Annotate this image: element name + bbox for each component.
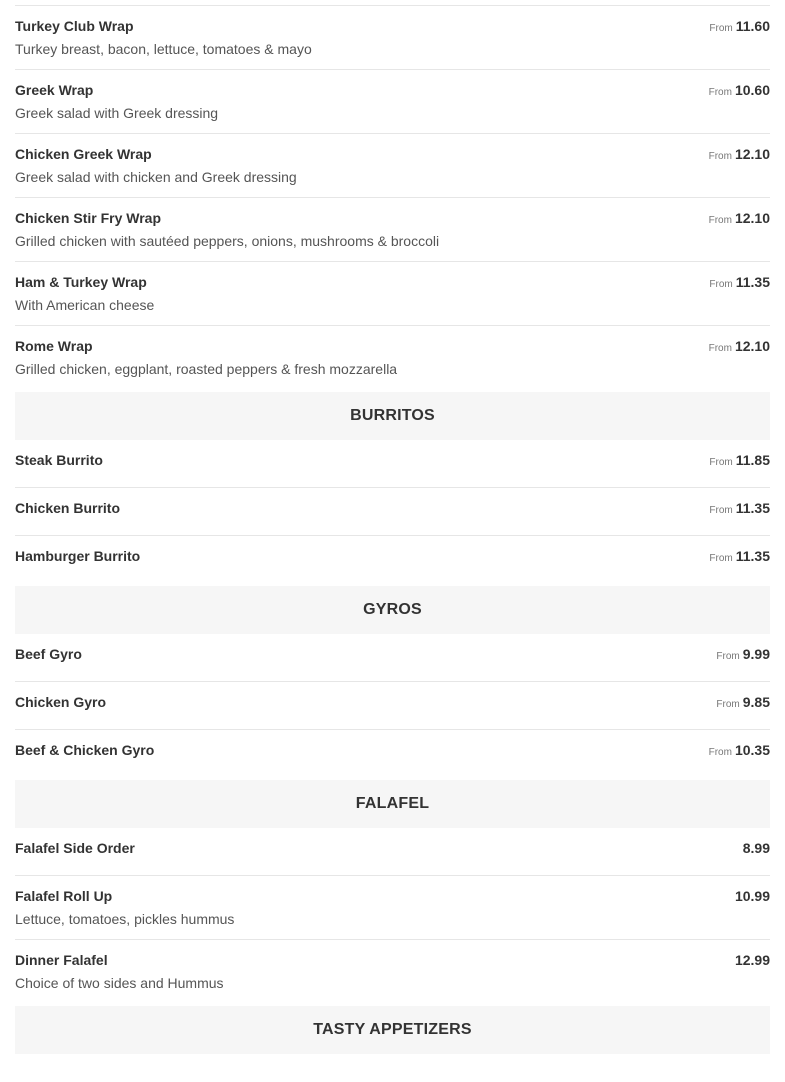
item-description: Grilled chicken, eggplant, roasted peppers & fresh mozzarella	[15, 361, 398, 377]
price-value: 9.85	[742, 694, 770, 710]
price-prefix: From	[716, 651, 740, 662]
section-header-burritos: BURRITOS	[15, 392, 770, 440]
menu-item-falafel-roll-up[interactable]	[15, 876, 770, 940]
price-value: 11.85	[735, 452, 770, 468]
item-name: Turkey Club Wrap	[15, 18, 134, 34]
price-value: 12.10	[734, 146, 770, 162]
price-value: 11.60	[735, 18, 770, 34]
item-description: Lettuce, tomatoes, pickles hummus	[15, 911, 235, 927]
price-prefix: From	[708, 151, 732, 162]
price-prefix: From	[709, 279, 733, 290]
menu-item-falafel-side-order[interactable]	[15, 828, 770, 876]
item-name: Ham & Turkey Wrap	[15, 274, 147, 290]
price-prefix: From	[709, 505, 733, 516]
menu-list	[15, 0, 770, 1054]
item-price	[743, 840, 770, 857]
item-price	[709, 210, 770, 229]
section-header-tasty-appetizers: TASTY APPETIZERS	[15, 1006, 770, 1054]
price-value: 10.99	[734, 888, 770, 904]
item-name: Beef & Chicken Gyro	[15, 742, 155, 758]
item-price	[735, 888, 770, 905]
item-price	[709, 18, 770, 37]
item-price	[716, 694, 770, 713]
menu-item-chicken-burrito[interactable]	[15, 488, 770, 536]
item-name: Chicken Stir Fry Wrap	[15, 210, 162, 226]
price-value: 10.60	[734, 82, 770, 98]
price-prefix: From	[709, 553, 733, 564]
price-value: 10.35	[734, 742, 770, 758]
item-description: Greek salad with Greek dressing	[15, 105, 219, 121]
item-name: Beef Gyro	[15, 646, 82, 662]
menu-item-beef-chicken-gyro[interactable]	[15, 730, 770, 780]
menu-item-steak-burrito[interactable]	[15, 440, 770, 488]
price-prefix: From	[708, 343, 732, 354]
item-name: Chicken Burrito	[15, 500, 121, 516]
item-price	[709, 742, 770, 761]
menu-item-rome-wrap[interactable]	[15, 326, 770, 392]
menu-item-dinner-falafel[interactable]	[15, 940, 770, 1006]
item-price	[709, 548, 770, 567]
item-name: Falafel Roll Up	[15, 888, 113, 904]
menu-item-greek-wrap[interactable]	[15, 70, 770, 134]
item-price	[709, 274, 770, 293]
item-description: Grilled chicken with sautéed peppers, onions, mushrooms & broccoli	[15, 233, 440, 249]
menu-item-hamburger-burrito[interactable]	[15, 536, 770, 586]
item-price	[709, 338, 770, 357]
item-name: Chicken Gyro	[15, 694, 107, 710]
price-prefix: From	[708, 747, 732, 758]
menu-item-chicken-greek-wrap[interactable]	[15, 134, 770, 198]
price-prefix: From	[708, 87, 732, 98]
menu-item-beef-gyro[interactable]	[15, 634, 770, 682]
item-name: Rome Wrap	[15, 338, 93, 354]
price-value: 8.99	[742, 840, 770, 856]
item-price	[735, 952, 770, 969]
price-prefix: From	[709, 23, 733, 34]
item-price	[709, 500, 770, 519]
item-description: Greek salad with chicken and Greek dressing	[15, 169, 297, 185]
price-prefix: From	[716, 699, 740, 710]
price-value: 11.35	[735, 500, 770, 516]
menu-item-ham-turkey-wrap[interactable]	[15, 262, 770, 326]
item-price	[709, 452, 770, 471]
menu-item-chicken-gyro[interactable]	[15, 682, 770, 730]
item-price	[709, 82, 770, 101]
item-description: With American cheese	[15, 297, 155, 313]
menu-item-turkey-club-wrap[interactable]	[15, 6, 770, 70]
price-value: 12.10	[734, 210, 770, 226]
item-name: Dinner Falafel	[15, 952, 108, 968]
item-name: Steak Burrito	[15, 452, 103, 468]
item-name: Greek Wrap	[15, 82, 94, 98]
item-name: Hamburger Burrito	[15, 548, 141, 564]
section-header-falafel: FALAFEL	[15, 780, 770, 828]
price-value: 11.35	[735, 274, 770, 290]
price-value: 12.99	[734, 952, 770, 968]
price-value: 9.99	[742, 646, 770, 662]
item-price	[709, 146, 770, 165]
item-description: Turkey breast, bacon, lettuce, tomatoes & mayo	[15, 41, 312, 57]
menu-item-chicken-stir-fry-wrap[interactable]	[15, 198, 770, 262]
item-name: Falafel Side Order	[15, 840, 135, 856]
item-name: Chicken Greek Wrap	[15, 146, 152, 162]
price-prefix: From	[709, 457, 733, 468]
item-description: Choice of two sides and Hummus	[15, 975, 224, 991]
item-price	[716, 646, 770, 665]
price-prefix: From	[708, 215, 732, 226]
section-header-gyros: GYROS	[15, 586, 770, 634]
price-value: 11.35	[735, 548, 770, 564]
price-value: 12.10	[734, 338, 770, 354]
